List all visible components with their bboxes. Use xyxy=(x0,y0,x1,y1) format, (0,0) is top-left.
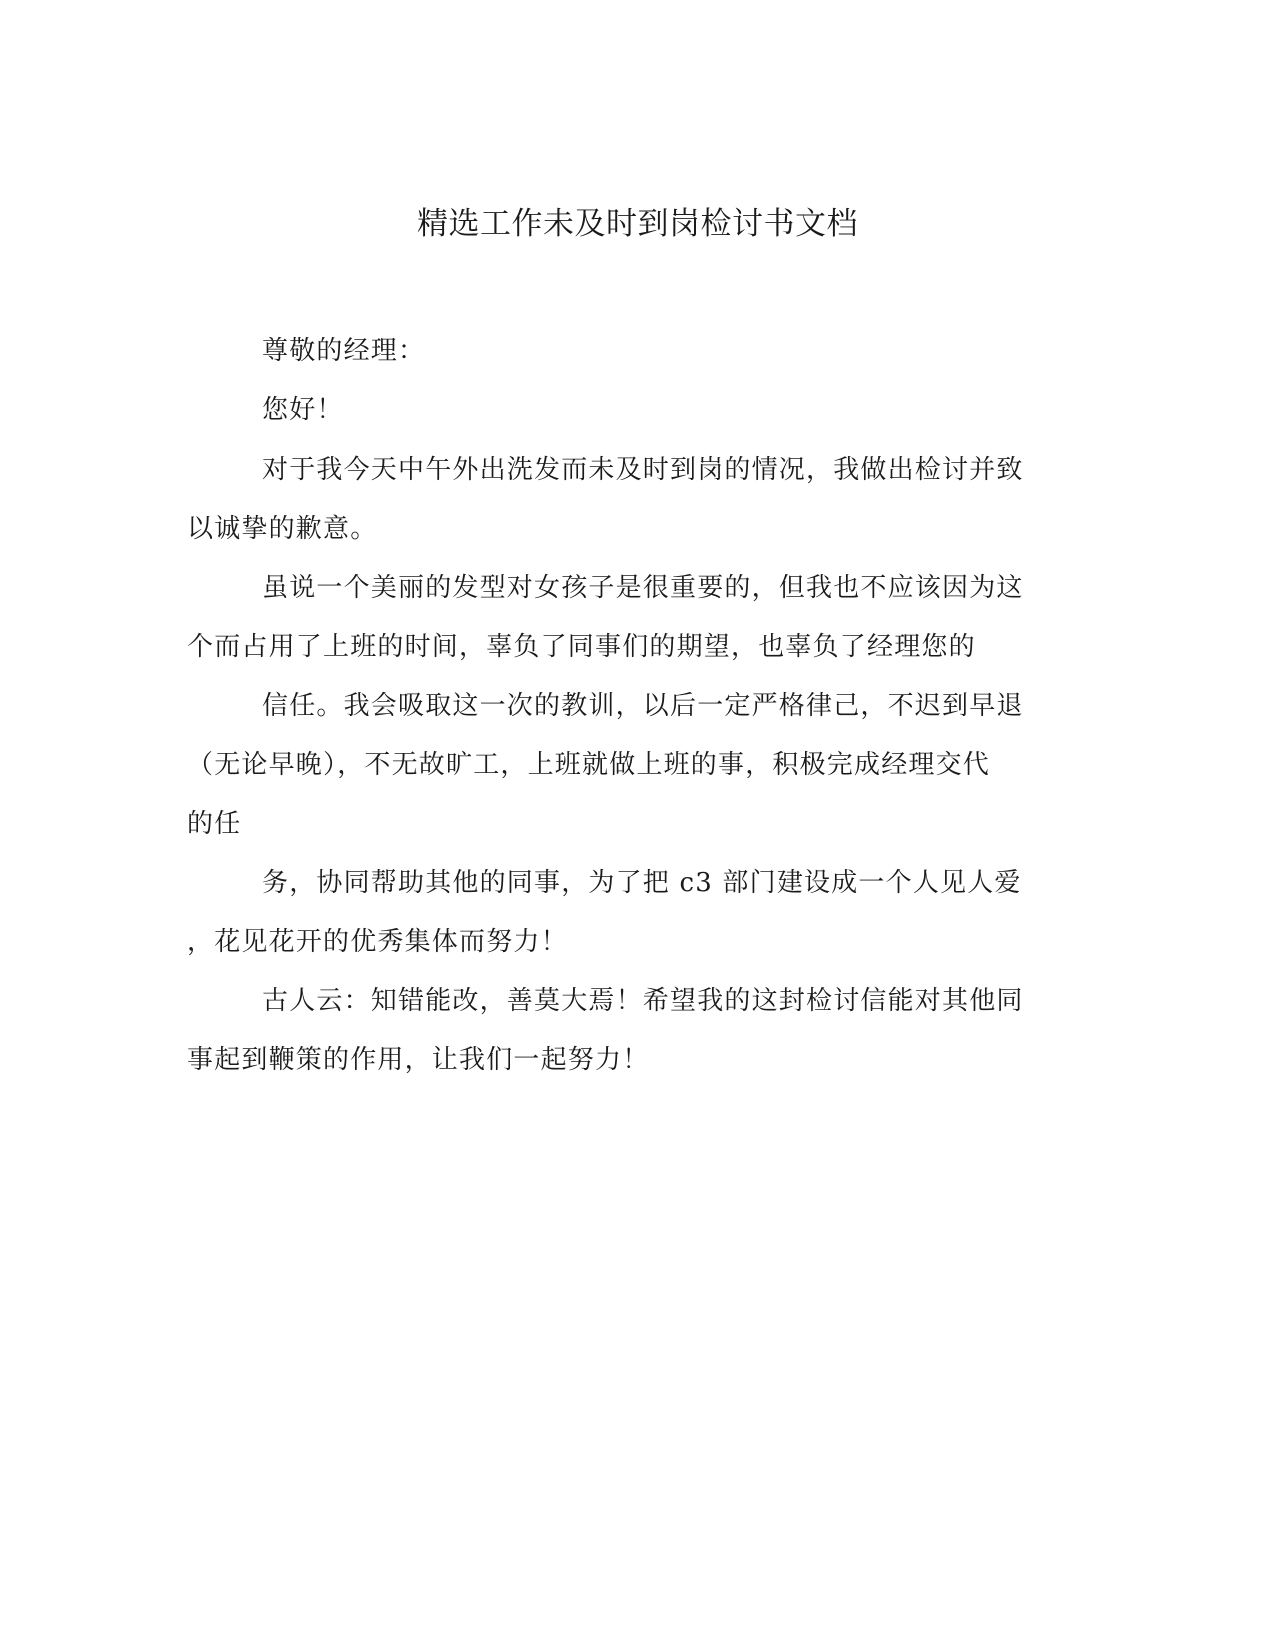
body-line: 务，协同帮助其他的同事，为了把 c3 部门建设成一个人见人爱 xyxy=(262,868,1022,898)
body-line: ，花见花开的优秀集体而努力！ xyxy=(187,927,568,957)
salutation-line: 尊敬的经理： xyxy=(262,336,426,366)
body-line: 以诚挚的歉意。 xyxy=(187,514,378,544)
greeting-line: 您好！ xyxy=(262,395,344,425)
body-line: 事起到鞭策的作用，让我们一起努力！ xyxy=(187,1045,650,1075)
body-line: 的任 xyxy=(187,809,242,839)
body-line: 信任。我会吸取这一次的教训，以后一定严格律己，不迟到早退 xyxy=(262,691,1024,721)
body-line: 对于我今天中午外出洗发而未及时到岗的情况，我做出检讨并致 xyxy=(262,455,1024,485)
body-line: 个而占用了上班的时间，辜负了同事们的期望，也辜负了经理您的 xyxy=(187,632,976,662)
body-line: 虽说一个美丽的发型对女孩子是很重要的，但我也不应该因为这 xyxy=(262,573,1024,603)
document-title: 精选工作未及时到岗检讨书文档 xyxy=(417,206,858,242)
body-line: （无论早晚），不无故旷工，上班就做上班的事，积极完成经理交代 xyxy=(187,750,991,780)
body-line: 古人云：知错能改，善莫大焉！希望我的这封检讨信能对其他同 xyxy=(262,986,1024,1016)
